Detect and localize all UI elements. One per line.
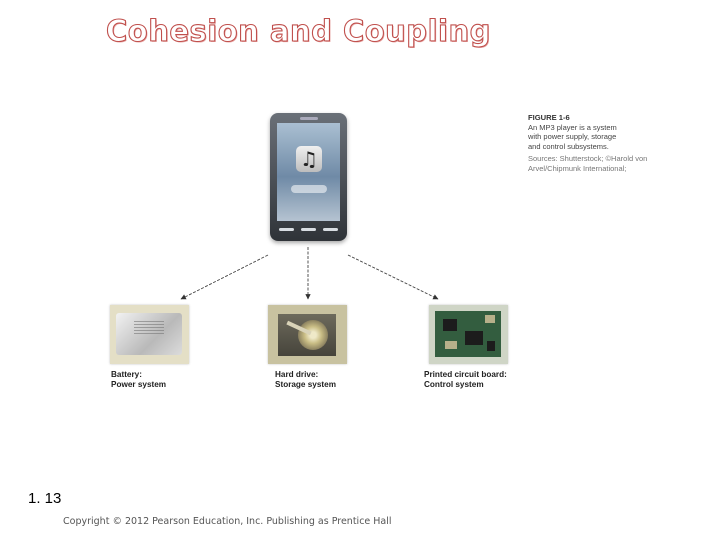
arrow-to-circuit-board <box>348 255 438 299</box>
circuit-board-label: Printed circuit board: Control system <box>424 370 507 389</box>
caption-line: with power supply, storage <box>528 132 617 141</box>
battery-label: Battery: Power system <box>111 370 167 389</box>
music-note-icon: ♫ <box>296 146 322 172</box>
source-line: Arvel/Chipmunk International; <box>528 163 627 173</box>
slide-title: Cohesion and Coupling <box>106 14 491 48</box>
source-line: Sources: Shutterstock; ©Harold von <box>528 154 648 163</box>
circuit-board-image <box>429 305 508 364</box>
arrow-to-battery <box>181 255 268 299</box>
hard-drive-label: Hard drive: Storage system <box>275 370 336 389</box>
figure-label: FIGURE 1-6 <box>528 113 570 122</box>
caption-line: and control subsystems. <box>528 141 609 151</box>
hard-drive-image <box>268 305 347 364</box>
copyright-footer: Copyright © 2012 Pearson Education, Inc. Publishing as Prentice Hall <box>63 516 392 527</box>
battery-image <box>110 305 189 364</box>
slide-number: 1. 13 <box>28 490 62 507</box>
caption-line: An MP3 player is a system <box>528 122 617 132</box>
